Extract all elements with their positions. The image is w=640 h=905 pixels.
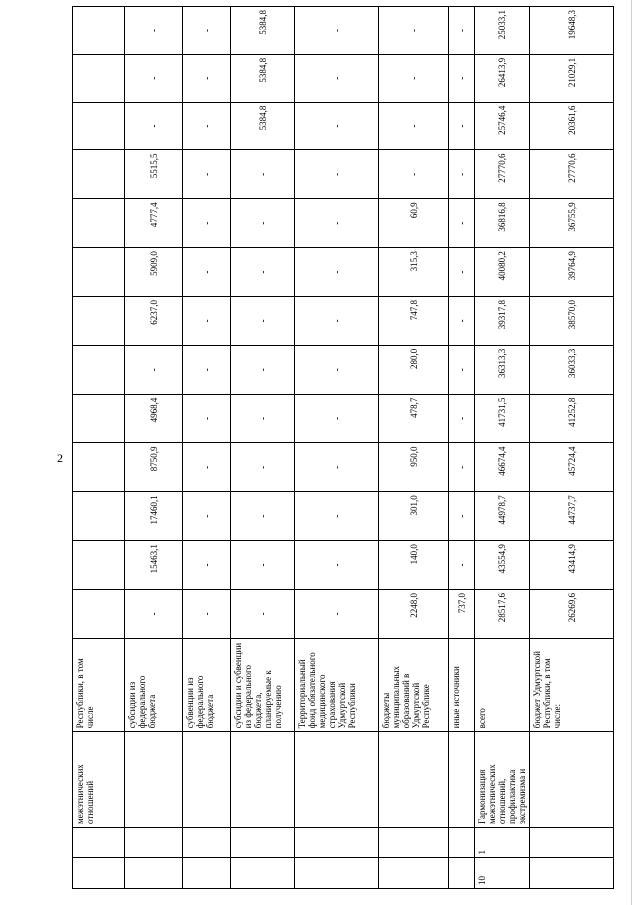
value-cell: -: [125, 345, 183, 394]
value-cell: -: [183, 199, 231, 248]
table-row: [183, 7, 231, 889]
value-cell: 43414,9: [530, 541, 614, 590]
value-cell: -: [231, 248, 295, 297]
subitem-cell: [295, 827, 379, 858]
measure-name-cell: [183, 732, 231, 828]
value-cell: 747,8: [379, 296, 449, 345]
value-cell: 4968,4: [125, 394, 183, 443]
value-cell: -: [183, 296, 231, 345]
value-cell: 950,0: [379, 443, 449, 492]
value-cell: -: [295, 541, 379, 590]
value-cell: 36313,3: [475, 345, 530, 394]
value-cell: 6237,0: [125, 296, 183, 345]
value-cell: -: [295, 102, 379, 150]
value-cell: -: [449, 296, 475, 345]
row-number-cell: [449, 858, 475, 889]
measure-name-cell: [125, 732, 183, 828]
value-cell: 60,9: [379, 199, 449, 248]
value-cell: -: [183, 248, 231, 297]
funding-source-cell: субсидии из федерального бюджета: [125, 638, 183, 732]
measure-name-cell: [379, 732, 449, 828]
value-cell: -: [295, 199, 379, 248]
value-cell: -: [449, 199, 475, 248]
table-row: [125, 7, 183, 889]
rotated-table-container: [72, 6, 598, 889]
value-cell: [73, 492, 125, 541]
value-cell: -: [295, 345, 379, 394]
measure-name-cell: Гармонизация межэтнических отношений, профилактика экстремизма и: [475, 732, 530, 828]
measure-name-cell: [449, 732, 475, 828]
value-cell: 301,0: [379, 492, 449, 541]
value-cell: 44978,7: [475, 492, 530, 541]
measure-name-cell: [295, 732, 379, 828]
value-cell: 17460,1: [125, 492, 183, 541]
table-row: [379, 7, 449, 889]
value-cell: [73, 150, 125, 199]
value-cell: -: [125, 7, 183, 55]
value-cell: 25746,4: [475, 102, 530, 150]
page-number: 2: [57, 451, 63, 465]
value-cell: 5515,5: [125, 150, 183, 199]
value-cell: 41252,8: [530, 394, 614, 443]
value-cell: 39317,8: [475, 296, 530, 345]
value-cell: 140,0: [379, 541, 449, 590]
subitem-cell: [73, 827, 125, 858]
value-cell: -: [183, 7, 231, 55]
value-cell: [73, 345, 125, 394]
value-cell: -: [449, 492, 475, 541]
value-cell: -: [379, 150, 449, 199]
table-row: [530, 7, 614, 889]
value-cell: -: [295, 589, 379, 638]
row-number-cell: [231, 858, 295, 889]
row-number-cell: [73, 858, 125, 889]
value-cell: [73, 443, 125, 492]
value-cell: [73, 589, 125, 638]
value-cell: 4777,4: [125, 199, 183, 248]
table-row: [295, 7, 379, 889]
value-cell: 5384,8: [231, 7, 295, 55]
subitem-cell: [530, 827, 614, 858]
table-row: [73, 7, 125, 889]
value-cell: [73, 394, 125, 443]
value-cell: -: [449, 7, 475, 55]
subitem-cell: [125, 827, 183, 858]
value-cell: -: [379, 7, 449, 55]
value-cell: -: [231, 345, 295, 394]
value-cell: 2248,0: [379, 589, 449, 638]
value-cell: [73, 296, 125, 345]
value-cell: -: [295, 492, 379, 541]
funding-source-cell: Республики, в том числе: [73, 638, 125, 732]
row-number-cell: [530, 858, 614, 889]
row-number-cell: [379, 858, 449, 889]
subitem-cell: [379, 827, 449, 858]
value-cell: -: [231, 492, 295, 541]
value-cell: 39764,9: [530, 248, 614, 297]
value-cell: -: [449, 394, 475, 443]
subitem-cell: 1: [475, 827, 530, 858]
funding-source-cell: иные источники: [449, 638, 475, 732]
value-cell: 27770,6: [530, 150, 614, 199]
value-cell: 21029,1: [530, 54, 614, 102]
value-cell: -: [295, 296, 379, 345]
value-cell: [73, 7, 125, 55]
value-cell: -: [295, 443, 379, 492]
value-cell: 44737,7: [530, 492, 614, 541]
value-cell: -: [295, 248, 379, 297]
value-cell: -: [231, 541, 295, 590]
table-row: [449, 7, 475, 889]
value-cell: -: [231, 150, 295, 199]
value-cell: -: [295, 394, 379, 443]
program-financing-table: [72, 6, 614, 889]
value-cell: -: [231, 199, 295, 248]
value-cell: 25033,1: [475, 7, 530, 55]
row-number-cell: [295, 858, 379, 889]
value-cell: -: [449, 248, 475, 297]
value-cell: -: [449, 150, 475, 199]
funding-source-cell: субсидии и субвенции из федерального бюджета, планируемые к получению: [231, 638, 295, 732]
value-cell: -: [183, 589, 231, 638]
value-cell: 46674,4: [475, 443, 530, 492]
table-row: [475, 7, 530, 889]
value-cell: 26413,9: [475, 54, 530, 102]
value-cell: -: [125, 102, 183, 150]
value-cell: [73, 199, 125, 248]
measure-name-cell: [530, 732, 614, 828]
value-cell: -: [183, 345, 231, 394]
value-cell: 5909,0: [125, 248, 183, 297]
funding-source-cell: всего: [475, 638, 530, 732]
value-cell: 19648,3: [530, 7, 614, 55]
value-cell: -: [183, 150, 231, 199]
value-cell: 38570,0: [530, 296, 614, 345]
funding-source-cell: Территориальный фонд обязательного медицинского страхования Удмуртской Республики: [295, 638, 379, 732]
value-cell: 5384,8: [231, 102, 295, 150]
value-cell: [73, 54, 125, 102]
value-cell: [73, 102, 125, 150]
value-cell: -: [125, 589, 183, 638]
funding-source-cell: бюджеты муниципальных образований в Удмуртской Республике: [379, 638, 449, 732]
value-cell: -: [295, 54, 379, 102]
value-cell: [73, 248, 125, 297]
value-cell: -: [183, 102, 231, 150]
value-cell: 28517,6: [475, 589, 530, 638]
value-cell: -: [231, 443, 295, 492]
value-cell: -: [231, 296, 295, 345]
value-cell: 737,0: [449, 589, 475, 638]
value-cell: 36033,3: [530, 345, 614, 394]
value-cell: 40080,2: [475, 248, 530, 297]
value-cell: 15463,1: [125, 541, 183, 590]
value-cell: -: [449, 102, 475, 150]
value-cell: -: [183, 541, 231, 590]
value-cell: 41731,5: [475, 394, 530, 443]
value-cell: -: [231, 394, 295, 443]
value-cell: 26269,6: [530, 589, 614, 638]
value-cell: 315,3: [379, 248, 449, 297]
value-cell: -: [449, 541, 475, 590]
value-cell: 45724,4: [530, 443, 614, 492]
subitem-cell: [231, 827, 295, 858]
value-cell: -: [231, 589, 295, 638]
table-row: [231, 7, 295, 889]
value-cell: -: [125, 54, 183, 102]
value-cell: -: [449, 443, 475, 492]
value-cell: -: [449, 54, 475, 102]
value-cell: 43554,9: [475, 541, 530, 590]
value-cell: -: [295, 7, 379, 55]
value-cell: -: [295, 150, 379, 199]
subitem-cell: [183, 827, 231, 858]
value-cell: 36755,9: [530, 199, 614, 248]
row-number-cell: [183, 858, 231, 889]
row-number-cell: 10: [475, 858, 530, 889]
subitem-cell: [449, 827, 475, 858]
value-cell: 36816,8: [475, 199, 530, 248]
value-cell: 478,7: [379, 394, 449, 443]
row-number-cell: [125, 858, 183, 889]
value-cell: -: [183, 492, 231, 541]
value-cell: 280,0: [379, 345, 449, 394]
value-cell: [73, 541, 125, 590]
value-cell: 5384,8: [231, 54, 295, 102]
value-cell: 20361,6: [530, 102, 614, 150]
funding-source-cell: субвенции из федерального бюджета: [183, 638, 231, 732]
value-cell: -: [183, 443, 231, 492]
value-cell: -: [183, 54, 231, 102]
funding-source-cell: бюджет Удмуртской Республики, в том числе:: [530, 638, 614, 732]
measure-name-cell: [231, 732, 295, 828]
value-cell: 8750,9: [125, 443, 183, 492]
value-cell: -: [183, 394, 231, 443]
value-cell: -: [379, 54, 449, 102]
value-cell: -: [449, 345, 475, 394]
measure-name-cell: межэтнических отношений: [73, 732, 125, 828]
value-cell: 27770,6: [475, 150, 530, 199]
page-edge-line: [631, 0, 632, 905]
value-cell: -: [379, 102, 449, 150]
